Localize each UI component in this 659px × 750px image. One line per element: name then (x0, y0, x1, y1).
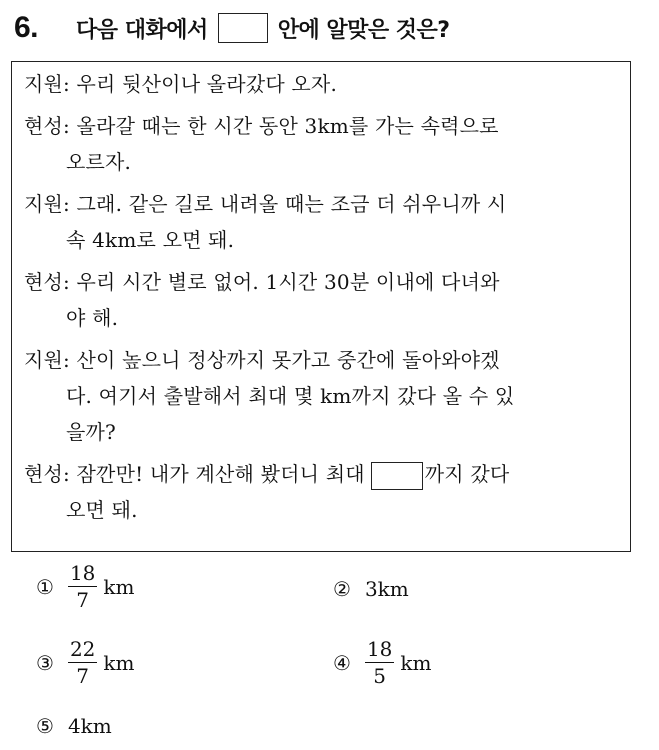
dialogue-line: 지원: 그래. 같은 길로 내려올 때는 조금 더 쉬우니까 시 (24, 192, 507, 216)
fraction-denominator: 5 (373, 664, 387, 688)
dialogue-line: 지원: 우리 뒷산이나 올라갔다 오자. (24, 72, 338, 96)
dialogue-line: 지원: 산이 높으니 정상까지 못가고 중간에 돌아와야겠 (24, 348, 500, 372)
dialogue-line-continued: 야 해. (66, 306, 119, 330)
choice-value: 4km (67, 714, 112, 738)
dialogue-speech (24, 342, 620, 450)
dialogue-text: 현성: 잠깐만! 내가 계산해 봤더니 최대 (24, 462, 365, 486)
choice-number: ⑤ (36, 714, 54, 738)
question-header (14, 8, 450, 48)
choice-number: ① (36, 574, 54, 599)
question-number: 6. (14, 11, 39, 44)
choice-value: 3km (364, 577, 409, 601)
choice-5[interactable] (36, 714, 112, 738)
fraction-denominator: 7 (76, 664, 90, 688)
dialogue-line: 현성: 올라갈 때는 한 시간 동안 3km를 가는 속력으로 (24, 114, 499, 138)
fraction-numerator: 18 (366, 637, 393, 661)
dialogue-speech (24, 186, 620, 258)
choice-2[interactable] (333, 577, 409, 601)
fraction-denominator: 7 (76, 588, 90, 612)
dialogue-speech (24, 108, 620, 180)
dialogue-speech (24, 66, 620, 102)
dialogue-line-continued: 속 4km로 오면 돼. (66, 228, 235, 252)
choice-number: ③ (36, 650, 54, 675)
dialogue-line-continued: 오르자. (66, 150, 132, 174)
answer-blank-box (371, 462, 423, 490)
choice-4[interactable] (333, 638, 431, 687)
dialogue-line-continued: 다. 여기서 출발해서 최대 몇 km까지 갔다 올 수 있 (66, 384, 515, 408)
fraction (68, 638, 97, 687)
question-text-after: 안에 알맞은 것은? (277, 17, 450, 43)
dialogue-speech (24, 456, 620, 528)
choice-unit: km (103, 650, 135, 675)
fraction-numerator: 22 (69, 637, 96, 661)
dialogue-line-continued: 오면 돼. (66, 498, 138, 522)
choice-number: ④ (333, 650, 351, 675)
choice-unit: km (400, 650, 432, 675)
answer-blank-box (218, 13, 268, 43)
dialogue-line: 현성: 우리 시간 별로 없어. 1시간 30분 이내에 다녀와 (24, 270, 500, 294)
dialogue-line (24, 456, 620, 492)
fraction-numerator: 18 (69, 561, 96, 585)
dialogue-line-continued: 을까? (66, 420, 116, 444)
choice-unit: km (103, 574, 135, 599)
question-text-before: 다음 대화에서 (76, 17, 208, 43)
dialogue-speech (24, 264, 620, 336)
choice-1[interactable] (36, 562, 134, 611)
dialogue-text: 까지 갔다 (424, 462, 510, 486)
choice-number: ② (333, 577, 351, 601)
fraction (365, 638, 394, 687)
dialogue-box (11, 61, 631, 552)
choice-3[interactable] (36, 638, 134, 687)
fraction (68, 562, 97, 611)
